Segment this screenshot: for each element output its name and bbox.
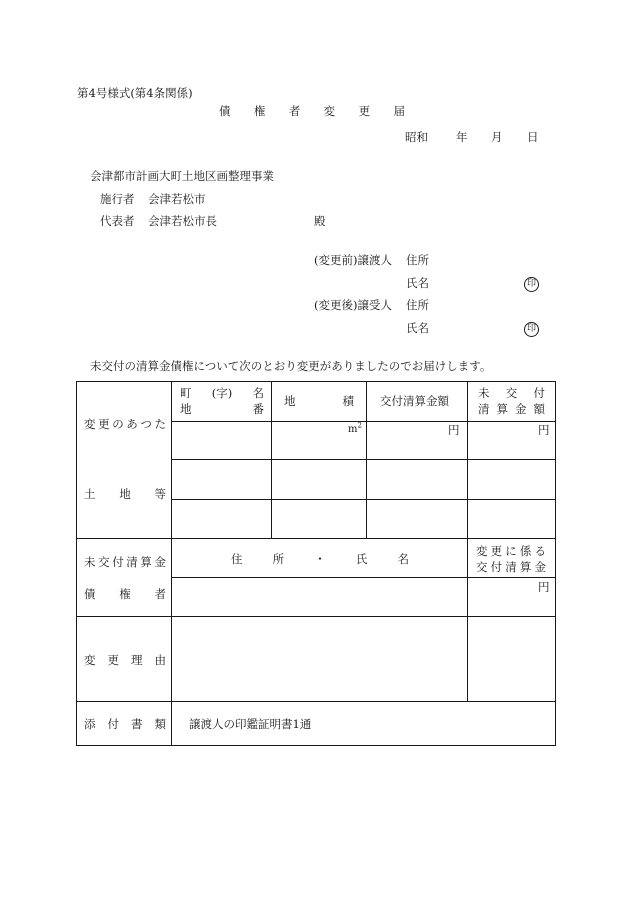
seal-mark: 印 [524, 277, 539, 292]
before-address-label: 住所 [406, 253, 429, 267]
representative-label: 代表者 [100, 214, 135, 228]
change-amount-header: 変 更 に 係 る [476, 544, 546, 558]
after-party-label: (変更後)譲受人 [314, 298, 392, 312]
table-hline [171, 499, 556, 500]
attachment-value: 譲渡人の印鑑証明書1通 [189, 717, 312, 731]
table-vline [467, 381, 468, 701]
executor-label: 施行者 [100, 192, 135, 206]
table-hline [76, 701, 556, 702]
col-header-lot-number: 地 番 [180, 402, 264, 416]
table-border [76, 381, 77, 746]
title-character: 権 [253, 104, 266, 118]
section-changed-land-label: 変 更 の あ つ た [84, 417, 166, 431]
unit-yen: 円 [448, 423, 460, 437]
before-name-label: 氏名 [406, 276, 429, 290]
change-reason-label: 変 更 理 由 [84, 653, 166, 667]
section-creditor-label-2: 債 権 者 [84, 587, 166, 601]
unit-yen: 円 [538, 423, 550, 437]
table-vline [171, 381, 172, 746]
title-character: 更 [358, 104, 371, 118]
representative-value: 会津若松市長 [148, 214, 217, 228]
section-changed-land-label-2: 土 地 等 [84, 487, 166, 501]
date-era: 昭和 [405, 130, 428, 144]
section-creditor-label: 未 交 付 清 算 金 [84, 555, 166, 569]
after-name-label: 氏名 [406, 321, 429, 335]
table-border [76, 381, 556, 382]
table-hline [171, 459, 556, 460]
col-header-undelivered: 未 交 付 [478, 386, 545, 400]
document-title [219, 104, 405, 118]
title-character: 者 [288, 104, 301, 118]
project-name: 会津都市計画大町土地区画整理事業 [90, 169, 274, 183]
attachment-label: 添 付 書 類 [84, 717, 166, 731]
title-character: 債 [219, 104, 231, 118]
unit-area: $m^2$ [348, 421, 362, 435]
executor-value: 会津若松市 [148, 192, 206, 206]
col-header-town: 町 (字) 名 [180, 386, 264, 400]
form-number: 第4号様式(第4条関係) [77, 86, 193, 100]
before-party-label: (変更前)譲渡人 [314, 253, 392, 267]
table-hline [171, 421, 556, 422]
honorific: 殿 [314, 214, 326, 228]
address-name-header: 住 所 ・ 氏 名 [231, 552, 409, 566]
table-hline [171, 577, 556, 578]
table-border [76, 745, 556, 746]
after-address-label: 住所 [406, 298, 429, 312]
title-character: 届 [393, 104, 405, 118]
seal-mark: 印 [524, 322, 539, 337]
date-month: 月 [491, 130, 503, 144]
intro-text: 未交付の清算金債権について次のとおり変更がありましたのでお届けします。 [90, 359, 492, 373]
date-year: 年 [456, 130, 468, 144]
table-hline [76, 616, 556, 617]
unit-yen: 円 [538, 580, 550, 594]
col-header-undelivered-amount: 清 算 金 額 [478, 402, 545, 416]
change-amount-header-2: 交 付 清 算 金 [476, 560, 546, 574]
table-hline [76, 538, 556, 539]
col-header-delivered-amount: 交付清算金額 [380, 394, 449, 408]
change-form-table [76, 381, 556, 746]
date-day: 日 [527, 130, 539, 144]
col-header-area: 地 積 [284, 394, 354, 408]
table-border [555, 381, 556, 746]
title-character: 変 [323, 104, 336, 118]
